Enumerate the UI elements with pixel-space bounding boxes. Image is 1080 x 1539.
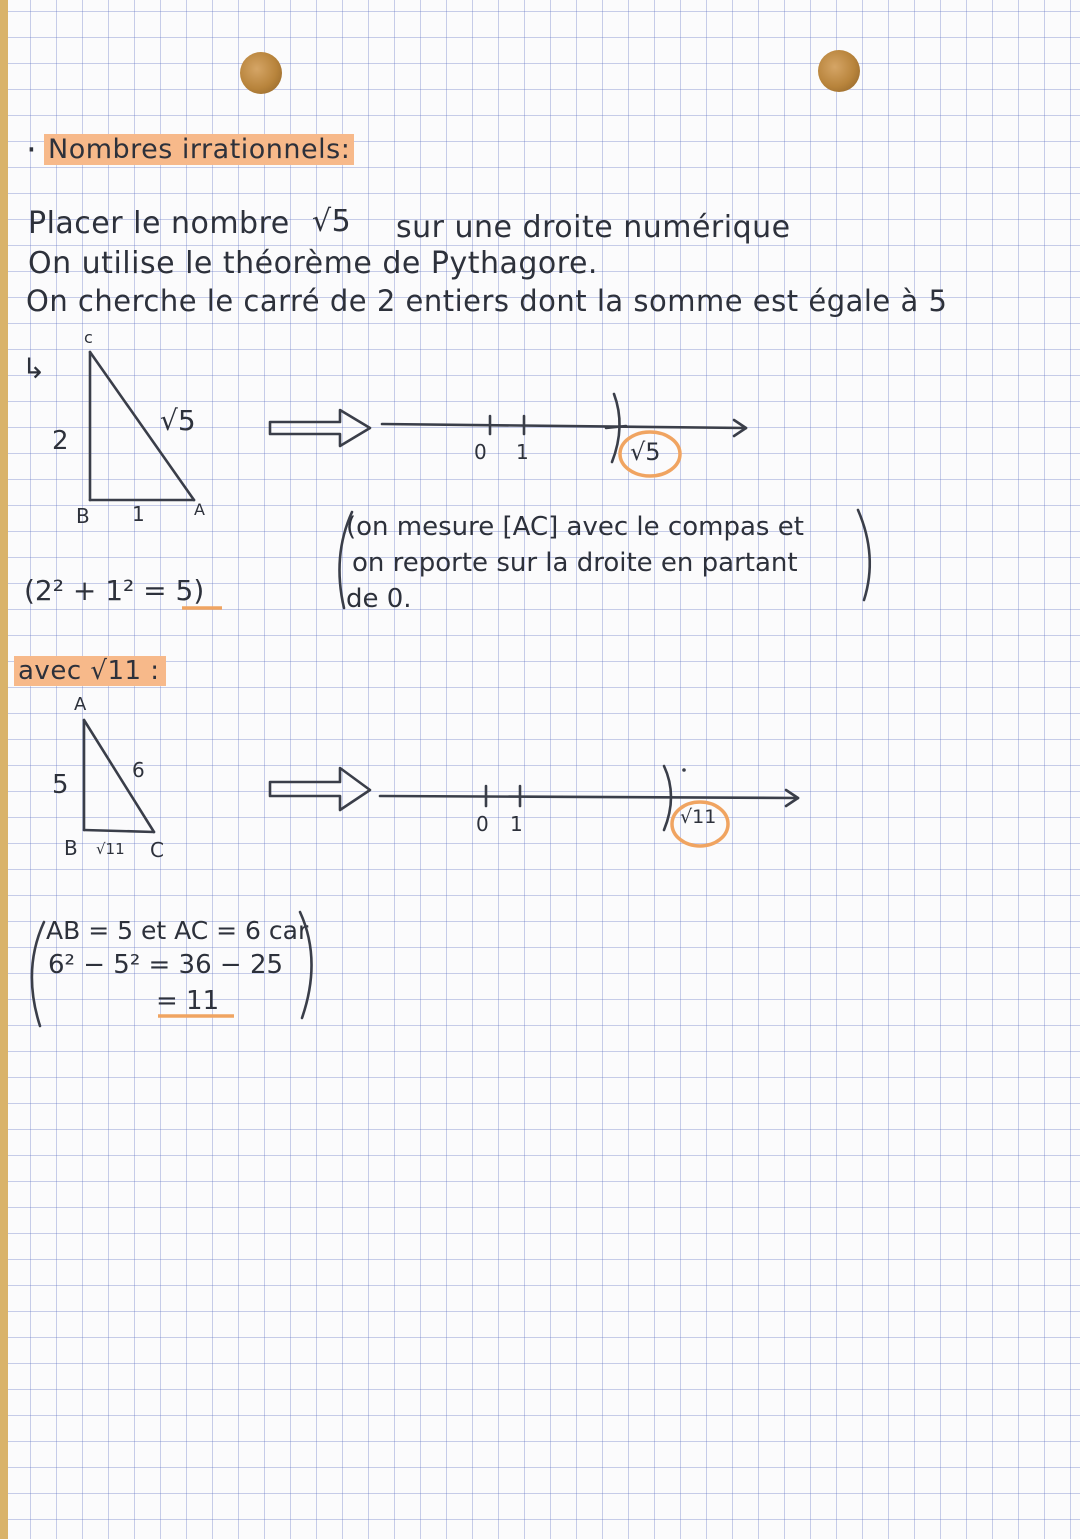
example2-calc-line3: = 11 <box>156 986 220 1016</box>
heading-bullet: · <box>26 130 38 170</box>
example1-formula: (2² + 1² = 5) <box>24 574 205 607</box>
example2-number-line <box>380 766 798 830</box>
intro-line1-end: sur une droite numérique <box>396 210 791 245</box>
intro-line1-start: Placer le nombre <box>28 206 290 241</box>
example2-vertex-c: C <box>150 838 164 862</box>
example2-axis-point: √11 <box>680 806 717 828</box>
intro-line3: On cherche le carré de 2 entiers dont la somme est égale à 5 <box>26 284 948 318</box>
example1-implication-arrow <box>270 410 370 446</box>
example1-number-line <box>382 394 746 462</box>
example2-triangle <box>84 720 154 832</box>
example1-side-vertical: 2 <box>52 426 69 456</box>
example2-axis-zero: 0 <box>476 812 489 836</box>
example1-axis-point: √5 <box>630 438 661 466</box>
example1-vertex-a: A <box>194 500 205 519</box>
example1-axis-zero: 0 <box>474 440 487 464</box>
intro-line1-root: √5 <box>312 204 352 239</box>
example2-side-vertical: 5 <box>52 770 69 800</box>
example1-side-horizontal: 1 <box>132 502 145 526</box>
example1-note-brackets <box>340 510 870 608</box>
example2-vertex-b: B <box>64 836 78 860</box>
example1-triangle <box>90 352 194 500</box>
example2-calc-line2: 6² − 5² = 36 − 25 <box>48 950 284 980</box>
example2-vertex-a: A <box>74 694 87 715</box>
example2-hypotenuse: 6 <box>132 758 145 782</box>
example1-axis-one: 1 <box>516 440 529 464</box>
example2-calc-brackets <box>32 912 312 1026</box>
example2-title: avec √11 : <box>14 656 166 686</box>
example1-arrow-mark: ↳ <box>22 352 46 385</box>
example1-sqrt5-circle <box>620 432 680 476</box>
example2-side-horizontal: √11 <box>96 840 125 858</box>
example1-note-line2: on reporte sur la droite en partant <box>352 548 798 578</box>
example2-implication-arrow <box>270 768 370 810</box>
page-title: Nombres irrationnels: <box>44 134 354 165</box>
example2-axis-one: 1 <box>510 812 523 836</box>
example1-vertex-b: B <box>76 504 90 528</box>
intro-line2: On utilise le théorème de Pythagore. <box>28 246 598 281</box>
example2-sqrt11-circle <box>672 802 728 846</box>
example1-vertex-c: c <box>84 328 93 347</box>
example1-note-line1: (on mesure [AC] avec le compas et <box>346 512 804 542</box>
example1-hypotenuse: √5 <box>160 404 196 437</box>
example1-note-line3: de 0. <box>346 584 412 614</box>
example2-calc-line1: AB = 5 et AC = 6 car <box>46 916 309 945</box>
